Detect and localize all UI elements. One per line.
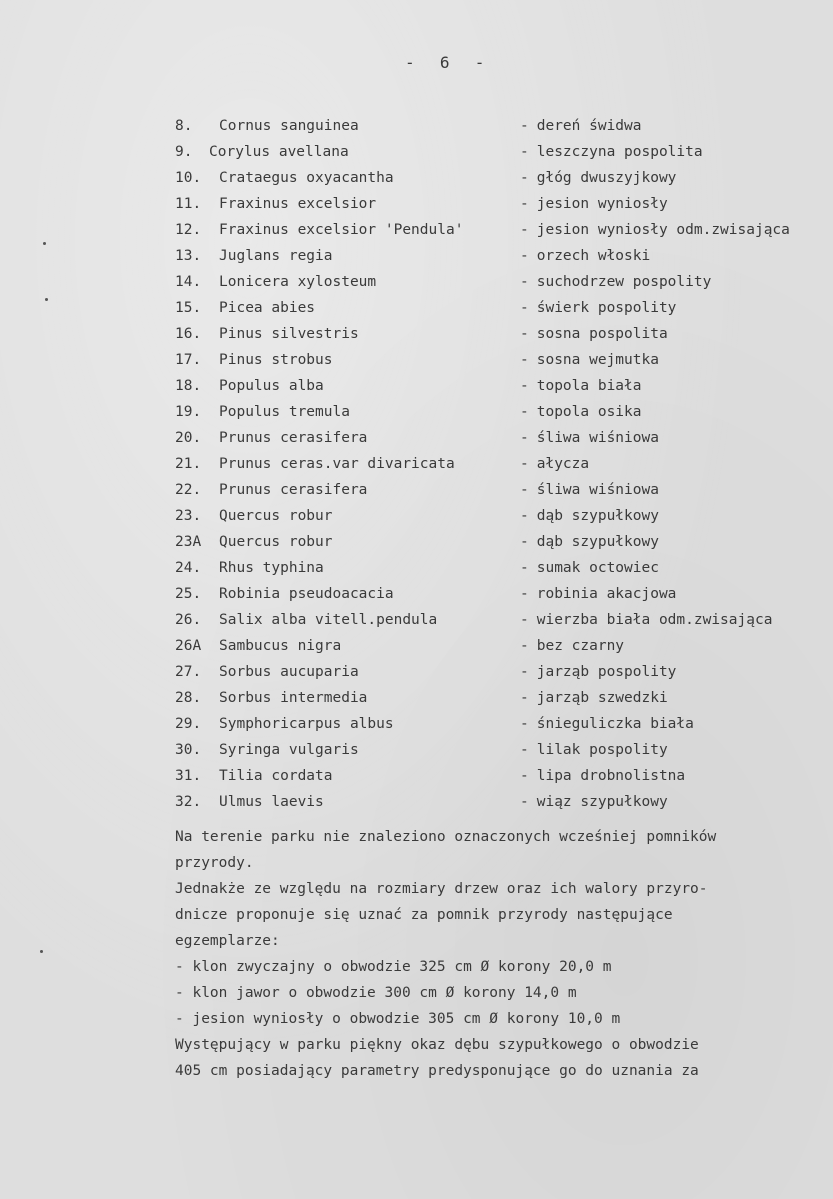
item-number: 22.: [175, 482, 202, 498]
list-item: [0, 454, 833, 480]
dash-separator: -: [520, 248, 529, 264]
polish-name-group: [520, 506, 659, 526]
dash-separator: -: [520, 274, 529, 290]
latin-name: Crataegus oxyacantha: [219, 170, 394, 186]
latin-name: Pinus strobus: [219, 352, 333, 368]
bullet-item: - jesion wyniosły o obwodzie 305 cm Ø korony 10,0 m: [175, 1011, 621, 1027]
bullet-item: - klon jawor o obwodzie 300 cm Ø korony 14,0 m: [175, 985, 577, 1001]
paragraph-line: Na terenie parku nie znaleziono oznaczonych wcześniej pomników: [175, 829, 717, 845]
polish-name: dąb szypułkowy: [536, 534, 659, 550]
latin-name: Populus tremula: [219, 404, 350, 420]
list-item: [0, 662, 833, 688]
item-number: 10.: [175, 170, 202, 186]
item-number: 23A: [175, 534, 202, 550]
polish-name-group: [520, 740, 668, 760]
item-number: 17.: [175, 352, 202, 368]
item-number: 16.: [175, 326, 202, 342]
item-number: 9.: [175, 144, 193, 160]
list-item: [0, 298, 833, 324]
dash-separator: -: [520, 456, 529, 472]
list-item: [0, 402, 833, 428]
paper-speck: [45, 298, 48, 301]
latin-name: Juglans regia: [219, 248, 333, 264]
latin-name: Sorbus aucuparia: [219, 664, 359, 680]
polish-name-group: [520, 350, 659, 370]
paper-speck: [43, 242, 46, 245]
polish-name: topola biała: [536, 378, 642, 394]
dash-separator: -: [520, 482, 529, 498]
list-item: [0, 428, 833, 454]
polish-name-group: [520, 272, 711, 292]
polish-name: dąb szypułkowy: [536, 508, 659, 524]
polish-name: jarząb pospolity: [536, 664, 677, 680]
dash-separator: -: [520, 378, 529, 394]
polish-name: śliwa wiśniowa: [536, 430, 659, 446]
dash-separator: -: [520, 222, 529, 238]
dash-separator: -: [520, 404, 529, 420]
polish-name: jarząb szwedzki: [536, 690, 668, 706]
paragraph-line: dnicze proponuje się uznać za pomnik przyrody następujące: [175, 907, 673, 923]
dash-separator: -: [520, 508, 529, 524]
latin-name: Rhus typhina: [219, 560, 324, 576]
polish-name: leszczyna pospolita: [536, 144, 703, 160]
dash-separator: -: [520, 612, 529, 628]
list-item: [0, 792, 833, 818]
polish-name-group: [520, 636, 624, 656]
dash-separator: -: [520, 326, 529, 342]
paragraph-line: przyrody.: [175, 855, 254, 871]
list-item: [0, 220, 833, 246]
latin-name: Populus alba: [219, 378, 324, 394]
latin-name: Prunus cerasifera: [219, 430, 368, 446]
polish-name-group: [520, 610, 772, 630]
item-number: 31.: [175, 768, 202, 784]
dash-separator: -: [520, 768, 529, 784]
item-number: 13.: [175, 248, 202, 264]
list-item: [0, 116, 833, 142]
latin-name: Lonicera xylosteum: [219, 274, 377, 290]
polish-name-group: [520, 792, 668, 812]
latin-name: Fraxinus excelsior: [219, 196, 377, 212]
item-number: 30.: [175, 742, 202, 758]
list-item: [0, 610, 833, 636]
bullet-item: - klon zwyczajny o obwodzie 325 cm Ø korony 20,0 m: [175, 959, 612, 975]
polish-name-group: [520, 532, 659, 552]
polish-name-group: [520, 116, 642, 136]
item-number: 24.: [175, 560, 202, 576]
body-text: [175, 824, 833, 1084]
item-number: 20.: [175, 430, 202, 446]
paragraph-line: egzemplarze:: [175, 933, 280, 949]
polish-name-group: [520, 480, 659, 500]
latin-name: Cornus sanguinea: [219, 118, 359, 134]
latin-name: Syringa vulgaris: [219, 742, 359, 758]
item-number: 27.: [175, 664, 202, 680]
latin-name: Tilia cordata: [219, 768, 333, 784]
polish-name: jesion wyniosły odm.zwisająca: [536, 222, 790, 238]
polish-name: świerk pospolity: [536, 300, 677, 316]
species-list: [0, 116, 833, 818]
list-item: [0, 584, 833, 610]
list-item: [0, 688, 833, 714]
polish-name-group: [520, 688, 668, 708]
polish-name: suchodrzew pospolity: [536, 274, 712, 290]
item-number: 26A: [175, 638, 202, 654]
polish-name: sosna pospolita: [536, 326, 668, 342]
list-item: [0, 558, 833, 584]
list-item: [0, 480, 833, 506]
item-number: 19.: [175, 404, 202, 420]
polish-name-group: [520, 220, 790, 240]
dash-separator: -: [520, 144, 529, 160]
dash-separator: -: [520, 638, 529, 654]
item-number: 32.: [175, 794, 202, 810]
paragraph-line: 405 cm posiadający parametry predysponujące go do uznania za: [175, 1063, 699, 1079]
latin-name: Prunus ceras.var divaricata: [219, 456, 455, 472]
polish-name: dereń świdwa: [536, 118, 642, 134]
list-item: [0, 714, 833, 740]
latin-name: Picea abies: [219, 300, 316, 316]
item-number: 28.: [175, 690, 202, 706]
item-number: 26.: [175, 612, 202, 628]
item-number: 11.: [175, 196, 202, 212]
polish-name-group: [520, 714, 694, 734]
dash-separator: -: [520, 742, 529, 758]
item-number: 18.: [175, 378, 202, 394]
polish-name-group: [520, 142, 703, 162]
polish-name: bez czarny: [536, 638, 625, 654]
polish-name: głóg dwuszyjkowy: [536, 170, 677, 186]
polish-name: lipa drobnolistna: [536, 768, 686, 784]
dash-separator: -: [520, 664, 529, 680]
dash-separator: -: [520, 560, 529, 576]
latin-name: Corylus avellana: [209, 144, 349, 160]
latin-name: Salix alba vitell.pendula: [219, 612, 438, 628]
item-number: 25.: [175, 586, 202, 602]
polish-name-group: [520, 766, 685, 786]
latin-name: Pinus silvestris: [219, 326, 359, 342]
dash-separator: -: [520, 690, 529, 706]
polish-name: orzech włoski: [536, 248, 651, 264]
latin-name: Fraxinus excelsior 'Pendula': [219, 222, 464, 238]
polish-name: robinia akacjowa: [536, 586, 677, 602]
list-item: [0, 740, 833, 766]
item-number: 8.: [175, 118, 193, 134]
list-item: [0, 168, 833, 194]
polish-name-group: [520, 662, 676, 682]
list-item: [0, 142, 833, 168]
list-item: [0, 194, 833, 220]
polish-name-group: [520, 454, 589, 474]
latin-name: Sorbus intermedia: [219, 690, 368, 706]
paragraph-line: Jednakże ze względu na rozmiary drzew oraz ich walory przyro-: [175, 881, 708, 897]
polish-name-group: [520, 428, 659, 448]
list-item: [0, 246, 833, 272]
paper-speck: [40, 950, 43, 953]
list-item: [0, 272, 833, 298]
page-number: - 6 -: [405, 53, 487, 72]
item-number: 23.: [175, 508, 202, 524]
polish-name-group: [520, 194, 668, 214]
polish-name: wierzba biała odm.zwisająca: [536, 612, 773, 628]
dash-separator: -: [520, 118, 529, 134]
dash-separator: -: [520, 534, 529, 550]
latin-name: Ulmus laevis: [219, 794, 324, 810]
item-number: 21.: [175, 456, 202, 472]
polish-name-group: [520, 584, 676, 604]
latin-name: Quercus robur: [219, 508, 333, 524]
latin-name: Prunus cerasifera: [219, 482, 368, 498]
dash-separator: -: [520, 586, 529, 602]
polish-name: lilak pospolity: [536, 742, 668, 758]
dash-separator: -: [520, 196, 529, 212]
polish-name: wiąz szypułkowy: [536, 794, 668, 810]
polish-name-group: [520, 298, 676, 318]
list-item: [0, 350, 833, 376]
latin-name: Robinia pseudoacacia: [219, 586, 394, 602]
dash-separator: -: [520, 170, 529, 186]
polish-name: sumak octowiec: [536, 560, 659, 576]
latin-name: Symphoricarpus albus: [219, 716, 394, 732]
polish-name-group: [520, 168, 676, 188]
dash-separator: -: [520, 794, 529, 810]
list-item: [0, 324, 833, 350]
list-item: [0, 636, 833, 662]
item-number: 29.: [175, 716, 202, 732]
polish-name-group: [520, 558, 659, 578]
polish-name: jesion wyniosły: [536, 196, 668, 212]
polish-name-group: [520, 324, 668, 344]
item-number: 15.: [175, 300, 202, 316]
polish-name: śnieguliczka biała: [536, 716, 694, 732]
item-number: 14.: [175, 274, 202, 290]
polish-name-group: [520, 246, 650, 266]
item-number: 12.: [175, 222, 202, 238]
polish-name-group: [520, 402, 642, 422]
latin-name: Quercus robur: [219, 534, 333, 550]
polish-name: topola osika: [536, 404, 642, 420]
polish-name: sosna wejmutka: [536, 352, 659, 368]
polish-name: ałycza: [536, 456, 590, 472]
list-item: [0, 506, 833, 532]
paragraph-line: Występujący w parku piękny okaz dębu szypułkowego o obwodzie: [175, 1037, 699, 1053]
polish-name-group: [520, 376, 642, 396]
list-item: [0, 766, 833, 792]
polish-name: śliwa wiśniowa: [536, 482, 659, 498]
dash-separator: -: [520, 716, 529, 732]
list-item: [0, 376, 833, 402]
dash-separator: -: [520, 352, 529, 368]
latin-name: Sambucus nigra: [219, 638, 342, 654]
dash-separator: -: [520, 300, 529, 316]
dash-separator: -: [520, 430, 529, 446]
list-item: [0, 532, 833, 558]
